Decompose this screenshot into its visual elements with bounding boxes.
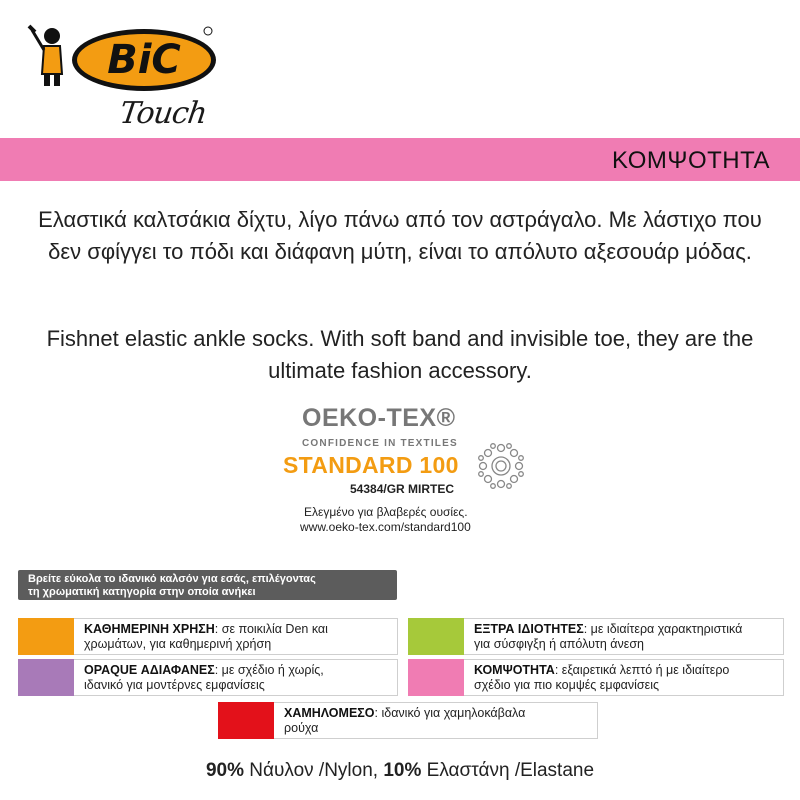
description-english: Fishnet elastic ankle socks. With soft band and invisible toe, they are the ultimate fashion accessory. — [46, 326, 754, 383]
material-elastane: Ελαστάνη /Elastane — [421, 760, 595, 781]
category-elegance — [408, 659, 778, 696]
category-guide-line2: τη χρωματική κατηγορία στην οποία ανήκει — [28, 586, 256, 598]
category-desc-cont: ιδανικό για μοντέρνες εμφανίσεις — [84, 678, 265, 692]
color-swatch-pink — [408, 659, 464, 696]
oeko-tex-standard: STANDARD 100 — [283, 452, 459, 478]
brand-line: Touch — [117, 96, 209, 131]
oeko-tex-emblem-icon — [473, 438, 529, 494]
oeko-tex-certification — [280, 404, 520, 544]
category-opaque — [18, 659, 398, 696]
material-pct-nylon: 90% — [205, 760, 244, 781]
category-desc-cont: σχέδιο για πιο κομψές εμφανίσεις — [474, 678, 660, 692]
color-swatch-green — [408, 618, 464, 655]
category-low-rise — [218, 702, 598, 739]
category-title: ΚΟΜΨΟΤΗΤΑ — [611, 147, 770, 174]
category-desc: : ιδανικό για χαμηλοκάβαλα — [374, 706, 526, 720]
oeko-tex-subtitle: CONFIDENCE IN TEXTILES — [302, 438, 458, 449]
category-name: ΕΞΤΡΑ ΙΔΙΟΤΗΤΕΣ — [474, 622, 584, 636]
color-swatch-purple — [18, 659, 74, 696]
category-desc: : εξαιρετικά λεπτό ή με ιδιαίτερο — [554, 663, 730, 677]
category-desc-cont: χρωμάτων, για καθημερινή χρήση — [84, 637, 272, 651]
material-nylon: Νάυλον /Nylon, — [243, 760, 384, 781]
category-header-band — [0, 138, 800, 181]
category-name: ΚΟΜΨΟΤΗΤΑ — [474, 663, 555, 677]
color-swatch-red — [218, 702, 274, 739]
oeko-tex-url: www.oeko-tex.com/standard100 — [300, 520, 471, 534]
category-extra-features — [408, 618, 778, 655]
oeko-tex-code: 54384/GR MIRTEC — [350, 482, 455, 496]
category-daily-use — [18, 618, 398, 655]
material-composition — [0, 760, 800, 782]
category-guide-line1: Βρείτε εύκολα το ιδανικό καλσόν για εσάς, επιλέγοντας — [28, 573, 316, 585]
category-desc: : με ιδιαίτερα χαρακτηριστικά — [583, 622, 743, 636]
category-desc-cont: ρούχα — [284, 721, 319, 735]
category-name: ΚΑΘΗΜΕΡΙΝΗ ΧΡΗΣΗ — [84, 622, 215, 636]
bic-boy-logo-icon — [26, 16, 216, 96]
category-name: ΧΑΜΗΛΟΜΕΣΟ — [284, 706, 375, 720]
category-desc-cont: για σύσφιγξη ή απόλυτη άνεση — [474, 637, 645, 651]
material-pct-elastane: 10% — [383, 760, 422, 781]
color-swatch-orange — [18, 618, 74, 655]
category-desc: : σε ποικιλία Den και — [214, 622, 328, 636]
bic-touch-logo — [26, 16, 216, 131]
category-name: OPAQUE ΑΔΙΑΦΑΝΕΣ — [84, 663, 215, 677]
oeko-tex-title: OEKO-TEX® — [302, 404, 456, 432]
category-desc: : με σχέδιο ή χωρίς, — [214, 663, 324, 677]
description-greek: Ελαστικά καλτσάκια δίχτυ, λίγο πάνω από τον αστράγαλο. Με λάστιχο που δεν σφίγγει το πόδι και διάφανη μύτη, είναι το απόλυτο αξεσουάρ μόδας. — [38, 207, 762, 264]
category-guide-banner — [18, 570, 397, 600]
oeko-tex-tested-note: Ελεγμένο για βλαβερές ουσίες. — [304, 505, 468, 519]
brand-logo-text: BiC — [107, 37, 181, 83]
